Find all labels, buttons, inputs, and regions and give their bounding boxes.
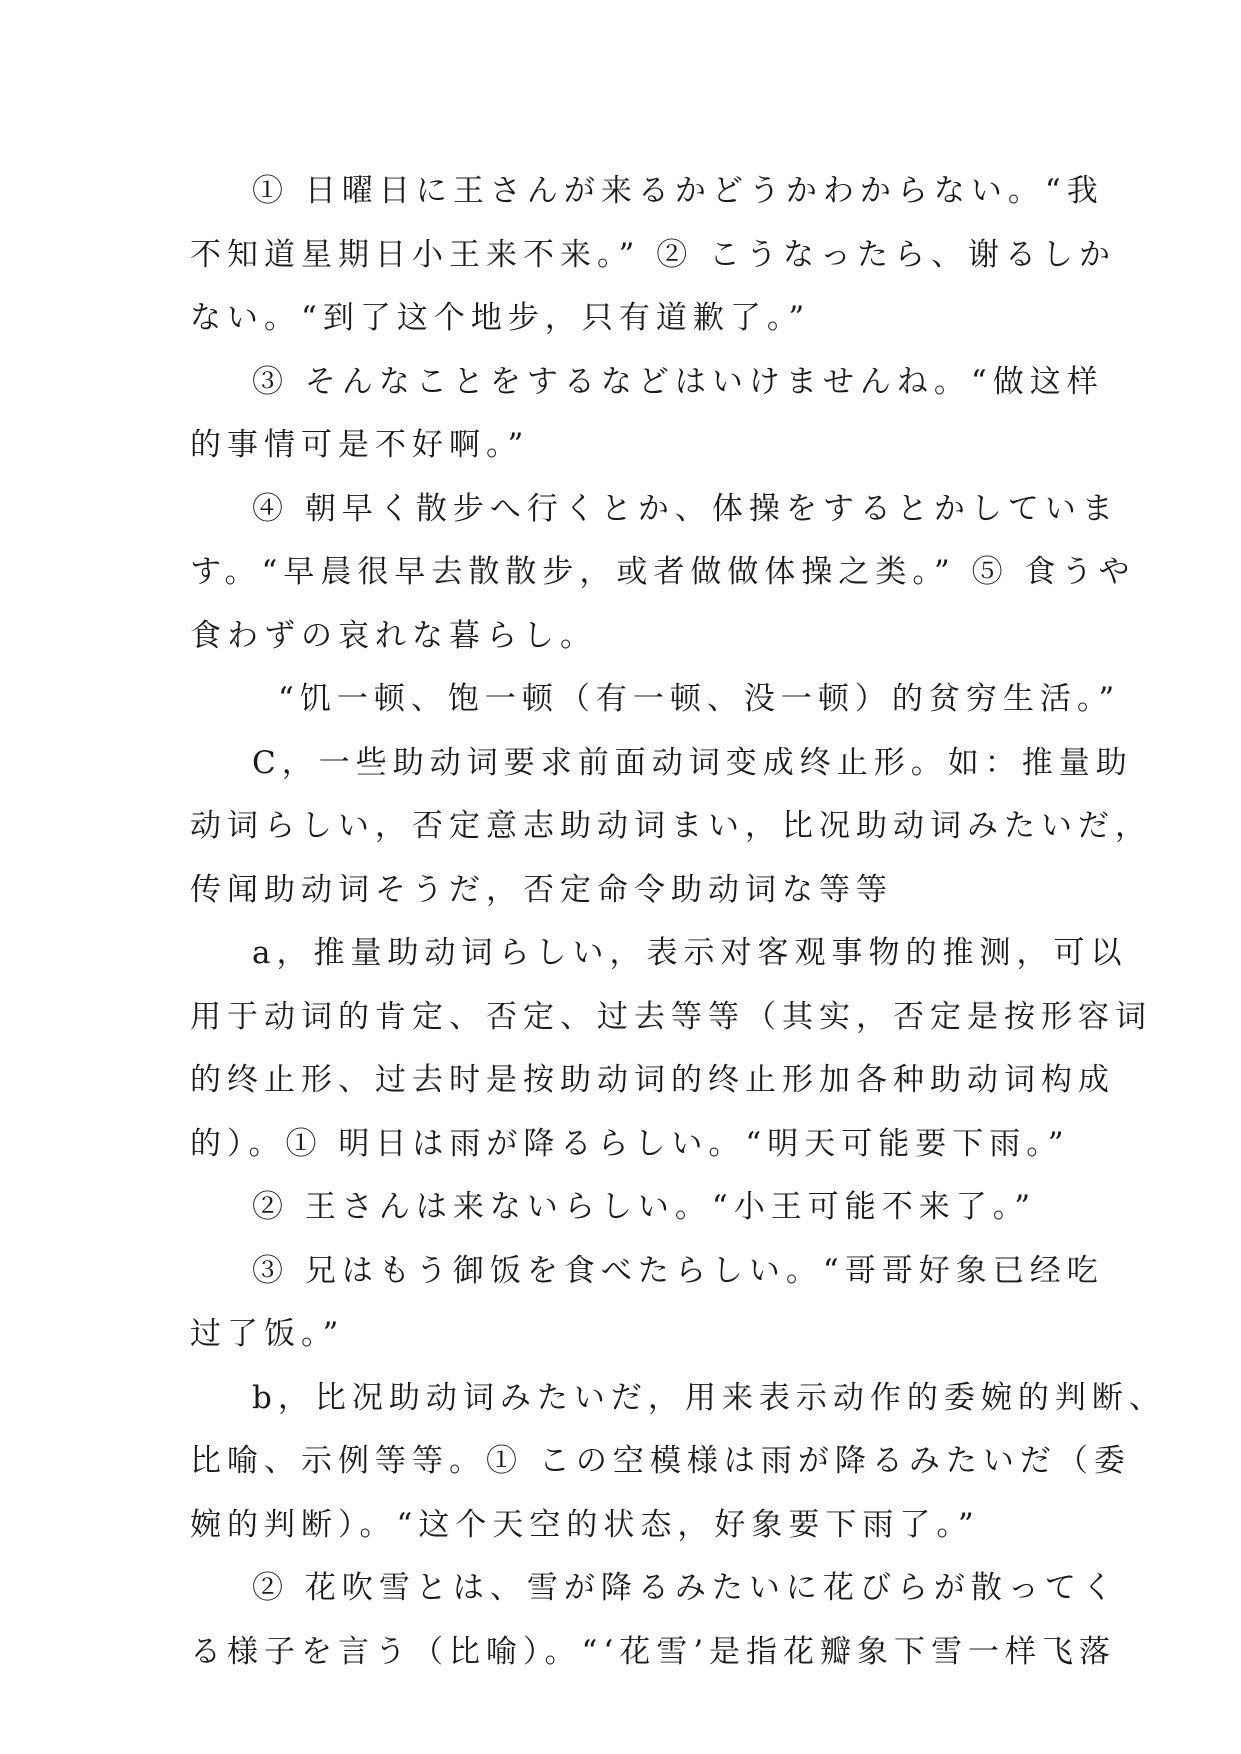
text-line: 食わずの哀れな暮らし。 bbox=[190, 617, 597, 654]
text-line: 婉的判断）。“这个天空的状态，好象要下雨了。” bbox=[190, 1506, 980, 1543]
document-body bbox=[190, 160, 1166, 1684]
text-line: 的终止形、过去时是按助动词的终止形加各种助动词构成 bbox=[190, 1062, 1115, 1098]
text-line: 用于动词的肯定、否定、过去等等（其实，否定是按形容词 bbox=[190, 998, 1152, 1035]
text-line: 比喻、示例等等。① この空模様は雨が降るみたいだ（委 bbox=[190, 1443, 1131, 1479]
text-line: C，一些助动词要求前面动词变成终止形。如：推量助 bbox=[252, 744, 1133, 781]
text-line: ③ そんなことをするなどはいけませんね。“做这样 bbox=[252, 363, 1104, 400]
text-line: ③ 兄はもう御饭を食べたらしい。“哥哥好象已经吃 bbox=[252, 1252, 1104, 1289]
text-line: 传闻助动词そうだ，否定命令助动词な等等 bbox=[190, 871, 893, 908]
text-line: a，推量助动词らしい，表示对客观事物的推测，可以 bbox=[252, 935, 1128, 971]
text-line: ない。“到了这个地步，只有道歉了。” bbox=[190, 300, 811, 336]
text-line: b，比况助动词みたいだ，用来表示动作的委婉的判断、 bbox=[252, 1379, 1166, 1416]
text-line: る様子を言う（比喻）。“‘花雪’是指花瓣象下雪一样飞落 bbox=[190, 1633, 1117, 1670]
text-line: ④ 朝早く散步へ行くとか、体操をするとかしていま bbox=[252, 490, 1119, 527]
text-line: “饥一顿、饱一顿（有一顿、没一顿）的贫穷生活。” bbox=[278, 681, 1121, 717]
text-line: ② 王さんは来ないらしい。“小王可能不来了。” bbox=[252, 1189, 1037, 1225]
text-line: 过了饭。” bbox=[190, 1316, 345, 1352]
text-line: ② 花吹雪とは、雪が降るみたいに花びらが散ってく bbox=[252, 1570, 1119, 1606]
text-line: 的）。① 明日は雨が降るらしい。“明天可能要下雨。” bbox=[190, 1125, 1070, 1162]
text-line: 动词らしい，否定意志助动词まい，比况助动词みたいだ， bbox=[190, 808, 1152, 844]
text-line: す。“早晨很早去散散步，或者做做体操之类。” ⑤ 食うや bbox=[190, 554, 1136, 590]
text-line: 的事情可是不好啊。” bbox=[190, 427, 530, 463]
text-line: ① 日曜日に王さんが来るかどうかわからない。“我 bbox=[252, 173, 1104, 209]
text-line: 不知道星期日小王来不来。” ② こうなったら、谢るしか bbox=[190, 236, 1117, 273]
